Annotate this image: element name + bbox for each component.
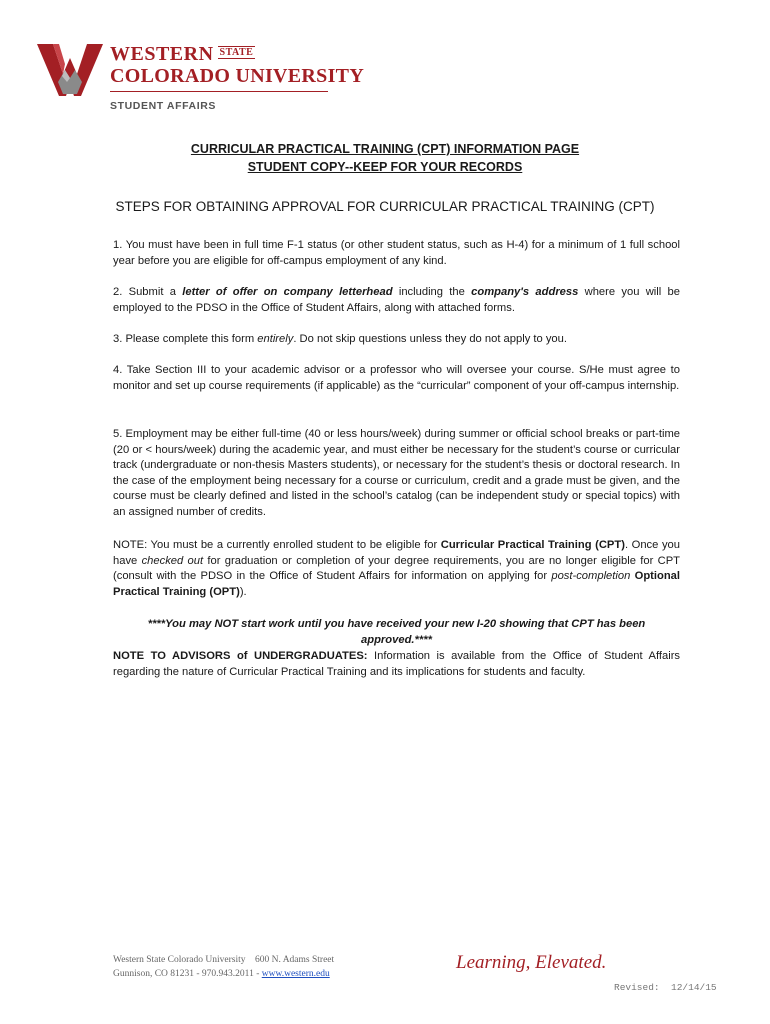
- step-3: 3. Please complete this form entirely. Do not skip questions unless they do not apply to you.: [113, 333, 567, 345]
- steps-heading: STEPS FOR OBTAINING APPROVAL FOR CURRICULAR PRACTICAL TRAINING (CPT): [115, 199, 655, 214]
- footer-street: 600 N. Adams Street: [254, 955, 335, 965]
- wordmark-line-2: COLORADO UNIVERSITY: [110, 65, 365, 87]
- document-title: CURRICULAR PRACTICAL TRAINING (CPT) INFORMATION PAGE: [190, 142, 580, 156]
- wordmark-state: STATE: [219, 47, 254, 58]
- advisors-note: NOTE TO ADVISORS of UNDERGRADUATES: Information is available from the Office of Student Affairs regarding the nature of Curricular Practical Training and its implications for students and faculty.: [113, 650, 681, 678]
- footer-tagline: Learning, Elevated.: [456, 952, 607, 973]
- wordmark-divider: [110, 91, 328, 92]
- step-4: 4. Take Section III to your academic advisor or a professor who will oversee your course. S/He must agree to monitor and set up course requirements (if applicable) as the “curricular” component of your off-campus internship.: [113, 364, 680, 392]
- footer-city-phone: Gunnison, CO 81231 - 970.943.2011 -: [113, 969, 262, 979]
- footer-website-link[interactable]: www.western.edu: [261, 969, 330, 979]
- department-name: STUDENT AFFAIRS: [110, 100, 217, 112]
- document-subtitle-copy: STUDENT COPY--KEEP FOR YOUR RECORDS: [247, 160, 523, 174]
- step-1: 1. You must have been in full time F-1 status (or other student status, such as H-4) for a minimum of 1 full school year before you are eligible for off-campus employment of any kind.: [113, 239, 680, 267]
- university-wordmark: [110, 42, 365, 112]
- university-logo-icon: [37, 44, 103, 96]
- footer-university-name: Western State Colorado University: [113, 955, 246, 965]
- step-5: 5. Employment may be either full-time (40 or less hours/week) during summer or official school breaks or part-time (20 or < hours/week) during the academic year, and must either be necessary for the student’s course or curricular track (undergraduate or non-thesis Masters students), or necessary for the student’s thesis or doctoral research. In the case of the employment being necessary for a course or curriculum, credit and a grade must be given, and the course must be clearly defined and listed in the school’s catalog (can be independent study or special topics) with an assigned number of credits.: [113, 428, 680, 518]
- warning-notice: ****You may NOT start work until you have received your new I-20 showing that CPT has been approved.****: [147, 618, 646, 646]
- eligibility-note: NOTE: You must be a currently enrolled student to be eligible for Curricular Practical Training (CPT). Once you have checked out for graduation or completion of your degree requirements, you are no longer eligible for CPT (consult with the PDSO in the Office of Student Affairs for information on applying for post-completion Optional Practical Training (OPT)).: [113, 539, 680, 598]
- step-2: 2. Submit a letter of offer on company letterhead including the company's address where you will be employed to the PDSO in the Office of Student Affairs, along with attached forms.: [113, 286, 680, 314]
- wordmark-line-1: WESTERN $^{STATE}$: [110, 43, 254, 65]
- revised-date: Revised: 12/14/15: [614, 982, 717, 993]
- footer-address: [113, 953, 334, 981]
